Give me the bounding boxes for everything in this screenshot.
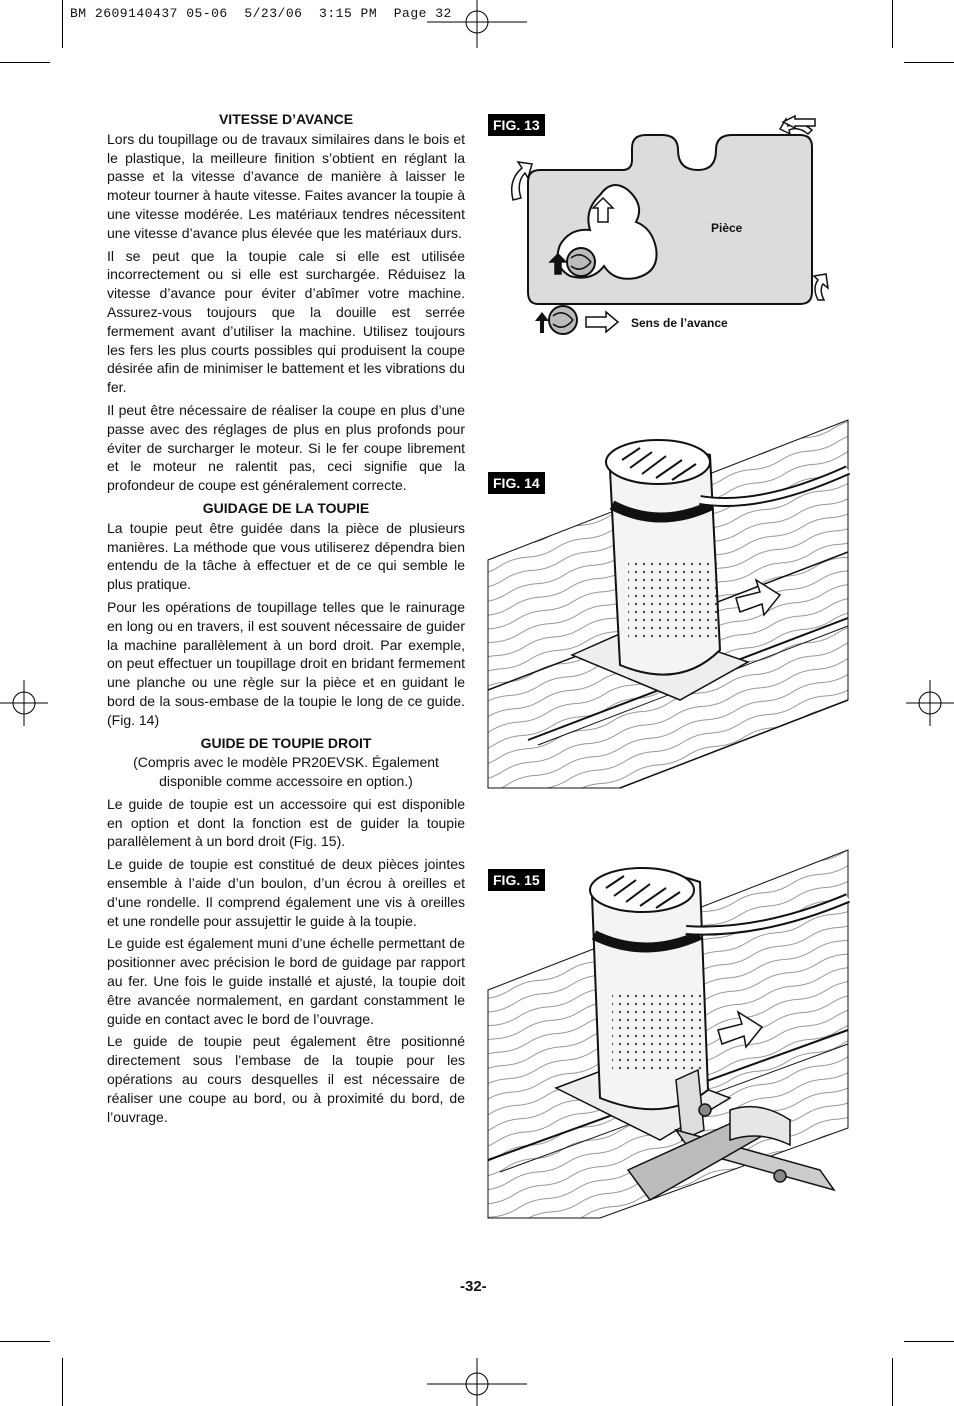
- section-title-vitesse: VITESSE D’AVANCE: [218, 111, 354, 127]
- print-slug: BM 2609140437 05-06 5/23/06 3:15 PM Page 32: [70, 6, 452, 21]
- feed-direction-label: Sens de l’avance: [631, 316, 728, 330]
- paragraph: Il se peut que la toupie cale si elle est utilisée incorrectement ou si elle est surchargée. Réduisez la vitesse d’avance pour éviter d’abîmer votre machine. Assurez-vous toujours que la douille est serrée fermement avant d’utiliser la machine. Utilisez toujours les fers les plus courts possibles qui produisent la coupe désirée afin de minimiser le battement et les vibrations du fer.: [107, 247, 465, 396]
- page-number: -32-: [460, 1278, 487, 1295]
- paragraph: Le guide de toupie est un accessoire qui est disponible en option et dont la fonction est de guider la toupie parallèlement à un bord droit (Fig. 15).: [107, 795, 465, 850]
- paragraph: Il peut être nécessaire de réaliser la coupe en plus d’une passe avec des réglages de plus en plus profonds pour éviter de surcharger le moteur. Si le fer coupe librement et le moteur ne ralentit pas, ceci signifie que la profondeur de coupe est généralement correcte.: [107, 401, 465, 494]
- fig13-label: FIG. 13: [488, 114, 545, 136]
- note-line: disponible comme accessoire en option.): [159, 773, 413, 790]
- fig15-label: FIG. 15: [488, 869, 545, 891]
- fig14-label: FIG. 14: [488, 472, 545, 494]
- paragraph: Pour les opérations de toupillage telles que le rainurage en long ou en travers, il est souvent nécessaire de guider la machine parallèlement à un bord droit. Par exemple, on peut effectuer un toupillage droit en bridant fermement une planche ou une règle sur la pièce et en guidant le bord de la sous-embase de la toupie le long de ce guide. (Fig. 14): [107, 598, 465, 728]
- paragraph: Lors du toupillage ou de travaux similaires dans le bois et le plastique, la meilleure finition s’obtient en réglant la passe et la vitesse d’avance de manière à laisser le moteur tourner à haute vitesse. Faites avancer la toupie à une vitesse modérée. Les matériaux tendres nécessitent une vitesse d’avance plus élevée que les matériaux durs.: [107, 130, 465, 241]
- paragraph: La toupie peut être guidée dans la pièce de plusieurs manières. La méthode que vous utiliserez dépendra bien entendu de la tâche à effectuer et de ce qui semble le plus pratique.: [107, 519, 465, 593]
- paragraph: Le guide de toupie est constitué de deux pièces jointes ensemble à l’aide d’un boulon, d’un écrou à oreilles et d’une rondelle. Il comprend également une vis à oreilles et une rondelle pour assujettir le guide à la toupie.: [107, 856, 465, 929]
- paragraph: Le guide de toupie peut également être positionné directement sous l’embase de la toupie pour les opérations au cours desquelles il est nécessaire de réaliser une coupe au bord, ou à proximité du bord, de l’ouvrage.: [107, 1033, 465, 1125]
- section-title-guidage: GUIDAGE DE LA TOUPIE: [202, 499, 370, 516]
- note-line: (Compris avec le modèle PR20EVSK. Également: [133, 754, 439, 771]
- section-title-guide-droit: GUIDE DE TOUPIE DROIT: [200, 734, 372, 751]
- paragraph: Le guide est également muni d’une échelle permettant de positionner avec précision le bord de guidage par rapport au fer. Une fois le guide installé et ajusté, la toupie doit être avancée normalement, en gardant constamment le guide en contact avec le bord de l’ouvrage.: [107, 935, 465, 1027]
- piece-label: Pièce: [711, 221, 743, 235]
